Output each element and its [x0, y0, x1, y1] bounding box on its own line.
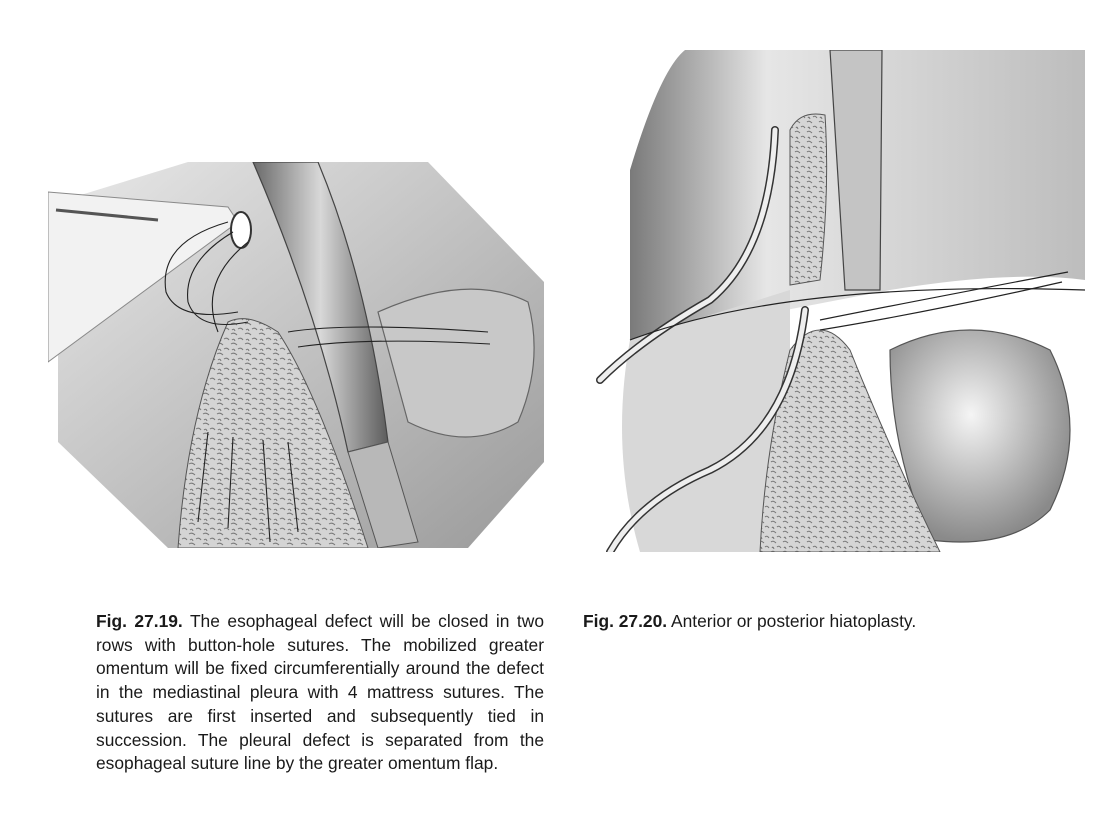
caption-text: Anterior or posterior hiatoplasty.	[670, 611, 917, 631]
figure-27-20-illustration	[590, 50, 1085, 552]
esophageal-defect-illustration	[48, 162, 544, 548]
figure-27-20-caption	[583, 610, 1053, 634]
caption-text: The esophageal defect will be closed in two rows with button-hole sutures. The mobilized greater omentum will be fixed circumferentially around the defect in the mediastinal pleura with 4 mattress sutures. The sutures are first inserted and subsequently tied in succession. The pleural defect is separated from the esophageal suture line by the greater omentum flap.	[96, 611, 544, 774]
figure-number: Fig. 27.20.	[583, 611, 668, 631]
figure-27-19-illustration	[48, 162, 544, 548]
figure-number: Fig. 27.19.	[96, 611, 183, 631]
figure-27-19-caption	[96, 610, 544, 776]
hiatoplasty-illustration	[590, 50, 1085, 552]
